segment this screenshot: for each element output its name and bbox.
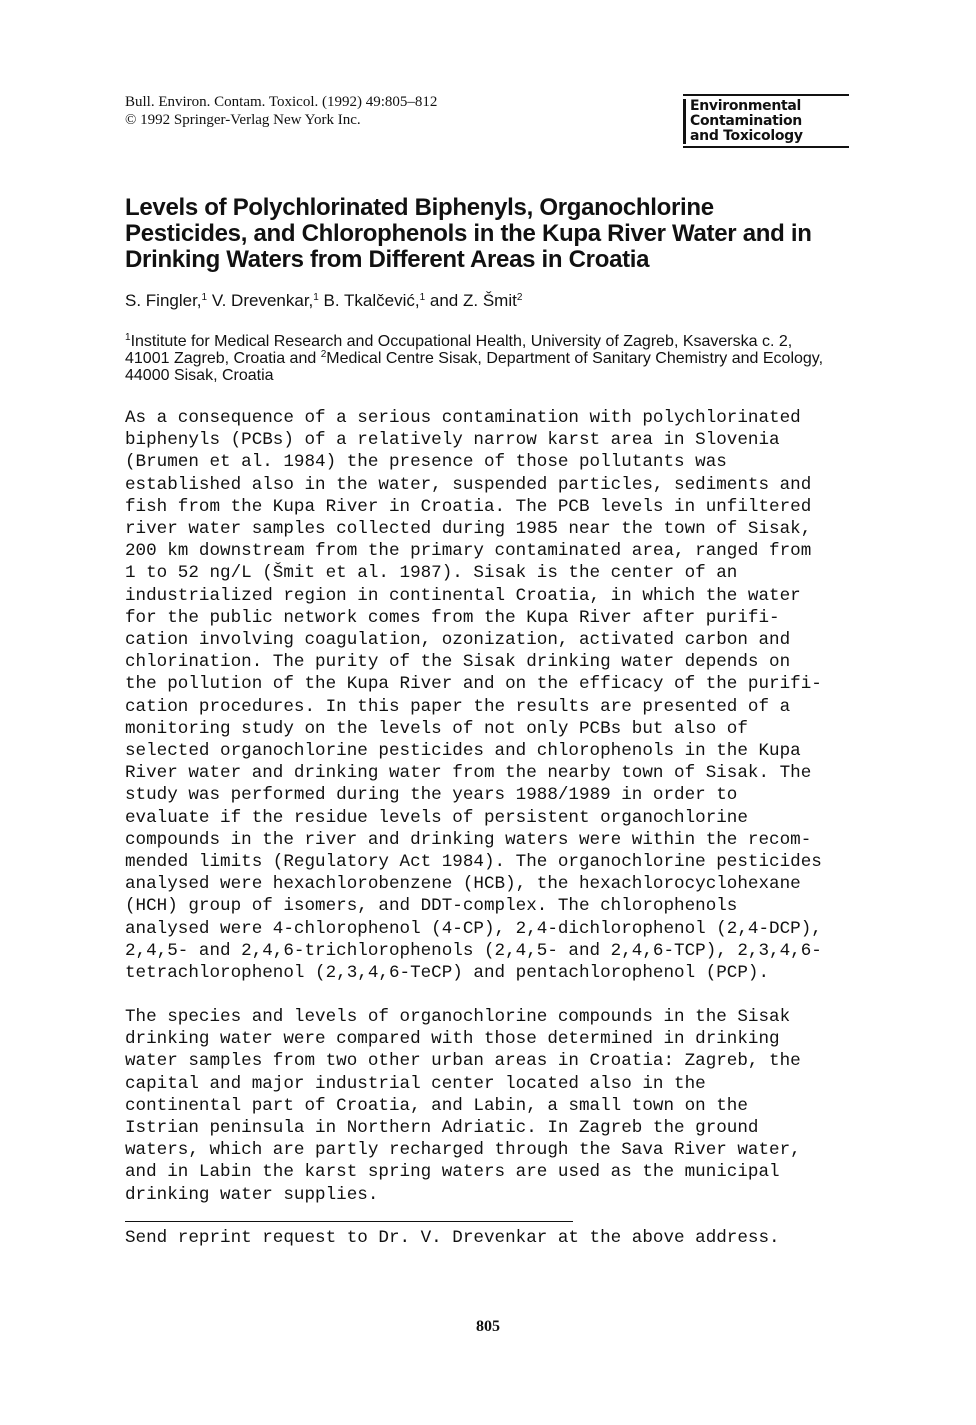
affiliations [125, 333, 825, 384]
affiliation-mark: 2 [320, 349, 327, 360]
logo-line: Contamination [683, 114, 849, 129]
footnote-divider [125, 1221, 573, 1222]
journal-logo [683, 94, 849, 148]
author-affiliation-mark: 1 [419, 292, 426, 303]
page-number: 805 [476, 1318, 500, 1335]
body-paragraph: As a consequence of a serious contamination with polychlorinated biphenyls (PCBs) of a relatively narrow karst area in Slovenia (Brumen et al. 1984) the presence of those pollutants was established also in the water, suspended particles, sediments and fish from the Kupa River in Croatia. The PCB levels in unfiltered river water samples collected during 1985 near the town of Sisak, 200 km downstream from the primary contaminated area, ranged from 1 to 52 ng/L (Šmit et al. 1987). Sisak is the center of an industrialized region in continental Croatia, in which the water for the public network comes from the Kupa River after purifi- cation involving coagulation, ozonization, activated carbon and chlorination. The purity of the Sisak drinking water depends on the pollution of the Kupa River and on the efficacy of the purifi- cation procedures. In this paper the results are presented of a monitoring study on the levels of not only PCBs but also of selected organochlorine pesticides and chlorophenols in the Kupa River water and drinking water from the nearby town of Sisak. The study was performed during the years 1988/1989 in order to evaluate if the residue levels of persistent organochlorine compounds in the river and drinking waters were within the recom- mended limits (Regulatory Act 1984). The organochlorine pesticides analysed were hexachlorobenzene (HCB), the hexachlorocyclohexane (HCH) group of isomers, and DDT-complex. The chlorophenols analysed were 4-chlorophenol (4-CP), 2,4-dichlorophenol (2,4-DCP), 2,4,5- and 2,4,6-trichlorophenols (2,4,5- and 2,4,6-TCP), 2,3,4,6- tetrachlorophenol (2,3,4,6-TeCP) and pentachlorophenol (PCP). [125, 408, 822, 984]
logo-line: Environmental [683, 99, 849, 114]
author-affiliation-mark: 2 [516, 292, 523, 303]
copyright-line: © 1992 Springer-Verlag New York Inc. [125, 112, 361, 128]
footnote: Send reprint request to Dr. V. Drevenkar at the above address. [125, 1228, 780, 1248]
journal-citation [125, 93, 437, 129]
affiliation-text: Medical Centre Sisak, Department of Sanitary Chemistry and Ecology, 44000 Sisak, Croatia [125, 350, 824, 384]
author-name: and Z. Šmit [425, 291, 517, 310]
author-name: V. Drevenkar, [207, 291, 314, 310]
author-affiliation-mark: 1 [201, 292, 208, 303]
logo-line: and Toxicology [683, 129, 849, 144]
article-title: Levels of Polychlorinated Biphenyls, Organochlorine Pesticides, and Chlorophenols in the Kupa River Water and in Drinking Waters from Different Areas in Croatia [125, 194, 812, 273]
author-name: S. Fingler, [125, 291, 202, 310]
affiliation-mark: 1 [125, 332, 131, 343]
author-list [125, 291, 522, 311]
author-name: B. Tkalčević, [318, 291, 420, 310]
author-affiliation-mark: 1 [313, 292, 319, 303]
affiliation-text: Institute for Medical Research and Occupational Health, University of Zagreb, Ksaverska c. 2, 41001 Zagreb, Croatia and [125, 333, 793, 367]
body-paragraph: The species and levels of organochlorine compounds in the Sisak drinking water were compared with those determined in drinking water samples from two other urban areas in Croatia: Zagreb, the capital and major industrial center located also in the continental part of Croatia, and Labin, a small town on the Istrian peninsula in Northern Adriatic. In Zagreb the ground waters, which are partly recharged through the Sava River water, and in Labin the karst spring waters are used as the municipal drinking water supplies. [125, 1007, 801, 1205]
citation-line: Bull. Environ. Contam. Toxicol. (1992) 49:805–812 [125, 94, 438, 110]
